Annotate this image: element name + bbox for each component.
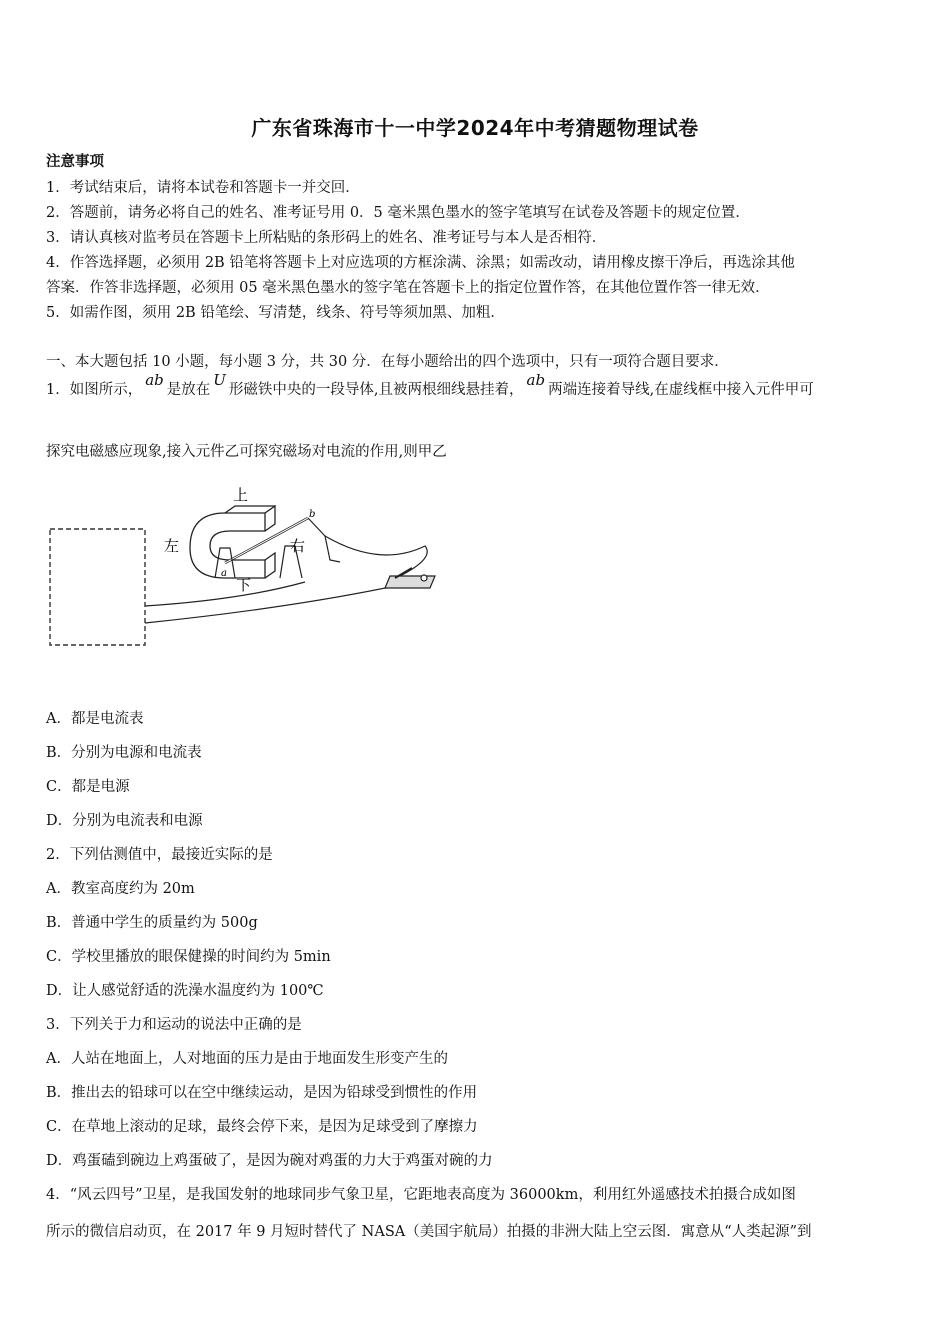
symbol-u: U <box>213 371 226 389</box>
section-heading: 一、本大题包括 10 小题，每小题 3 分，共 30 分．在每小题给出的四个选项中，只有一项符合题目要求． <box>46 354 729 370</box>
wire <box>308 518 340 562</box>
label-a: a <box>221 568 227 579</box>
question-2-stem: 2．下列估测值中，最接近实际的是 <box>46 847 273 863</box>
q3-option-a: A．人站在地面上，人对地面的压力是由于地面发生形变产生的 <box>46 1051 448 1067</box>
label-right: 右 <box>290 537 306 555</box>
question-3-stem: 3．下列关于力和运动的说法中正确的是 <box>46 1017 302 1033</box>
q1-text-part3: 形磁铁中央的一段导体,且被两根细线悬挂着， <box>228 382 524 398</box>
q3-option-c: C．在草地上滚动的足球，最终会停下来，是因为足球受到了摩擦力 <box>46 1119 478 1135</box>
notice-item: 答案．作答非选择题，必须用 05 毫米黑色墨水的签字笔在答题卡上的指定位置作答，在其他位置作答一律无效． <box>46 280 770 296</box>
q1-text-part1: 1．如图所示， <box>46 382 143 398</box>
magnet-circuit-figure <box>40 478 460 658</box>
question-4-line2: 所示的微信启动页，在 2017 年 9 月短时替代了 NASA（美国宇航局）拍摄的非洲大陆上空云图．寓意从“人类起源”到 <box>46 1224 812 1240</box>
label-b: b <box>309 509 316 520</box>
q1-option-b: B．分别为电源和电流表 <box>46 745 202 761</box>
q2-option-c: C．学校里播放的眼保健操的时间约为 5min <box>46 949 331 965</box>
notice-item: 1．考试结束后，请将本试卷和答题卡一并交回． <box>46 180 360 196</box>
question-1-stem-line2: 探究电磁感应现象,接入元件乙可探究磁场对电流的作用,则甲乙 <box>46 444 447 460</box>
q3-option-d: D．鸡蛋磕到碗边上鸡蛋破了，是因为碗对鸡蛋的力大于鸡蛋对碗的力 <box>46 1153 493 1169</box>
label-down: 下 <box>236 576 252 594</box>
notice-item: 3．请认真核对监考员在答题卡上所粘贴的条形码上的姓名、准考证号与本人是否相符． <box>46 230 607 246</box>
notice-heading: 注意事项 <box>46 153 104 170</box>
question-1-stem <box>46 371 926 399</box>
q1-text-part2: 是放在 <box>166 382 211 398</box>
dashed-component-box <box>50 529 145 645</box>
wire <box>325 536 427 576</box>
q3-option-b: B．推出去的铅球可以在空中继续运动，是因为铅球受到惯性的作用 <box>46 1085 478 1101</box>
q2-option-b: B．普通中学生的质量约为 500g <box>46 915 258 931</box>
label-up: 上 <box>233 486 249 504</box>
wire <box>145 582 305 606</box>
q1-option-a: A．都是电流表 <box>46 711 144 727</box>
symbol-ab: ab <box>526 371 546 389</box>
exam-title: 广东省珠海市十一中学2024年中考猜题物理试卷 <box>251 116 699 140</box>
question-4-line1: 4．“风云四号”卫星，是我国发射的地球同步气象卫星，它距地表高度为 36000km，利用红外遥感技术拍摄合成如图 <box>46 1187 796 1203</box>
label-left: 左 <box>164 537 180 555</box>
wire <box>145 586 395 623</box>
q2-option-a: A．教室高度约为 20m <box>46 881 195 897</box>
notice-item: 2．答题前，请务必将自己的姓名、准考证号用 0．5 毫米黑色墨水的签字笔填写在试卷及答题卡的规定位置． <box>46 205 750 221</box>
symbol-ab: ab <box>145 371 164 389</box>
notice-item: 5．如需作图，须用 2B 铅笔绘、写清楚，线条、符号等须加黑、加粗． <box>46 305 505 321</box>
q1-option-d: D．分别为电流表和电源 <box>46 813 203 829</box>
q1-text-part4: 两端连接着导线,在虚线框中接入元件甲可 <box>548 382 814 398</box>
q2-option-d: D．让人感觉舒适的洗澡水温度约为 100℃ <box>46 983 324 999</box>
q1-option-c: C．都是电源 <box>46 779 130 795</box>
notice-item: 4．作答选择题，必须用 2B 铅笔将答题卡上对应选项的方框涂满、涂黑；如需改动，请用橡皮擦干净后，再选涂其他 <box>46 255 795 271</box>
